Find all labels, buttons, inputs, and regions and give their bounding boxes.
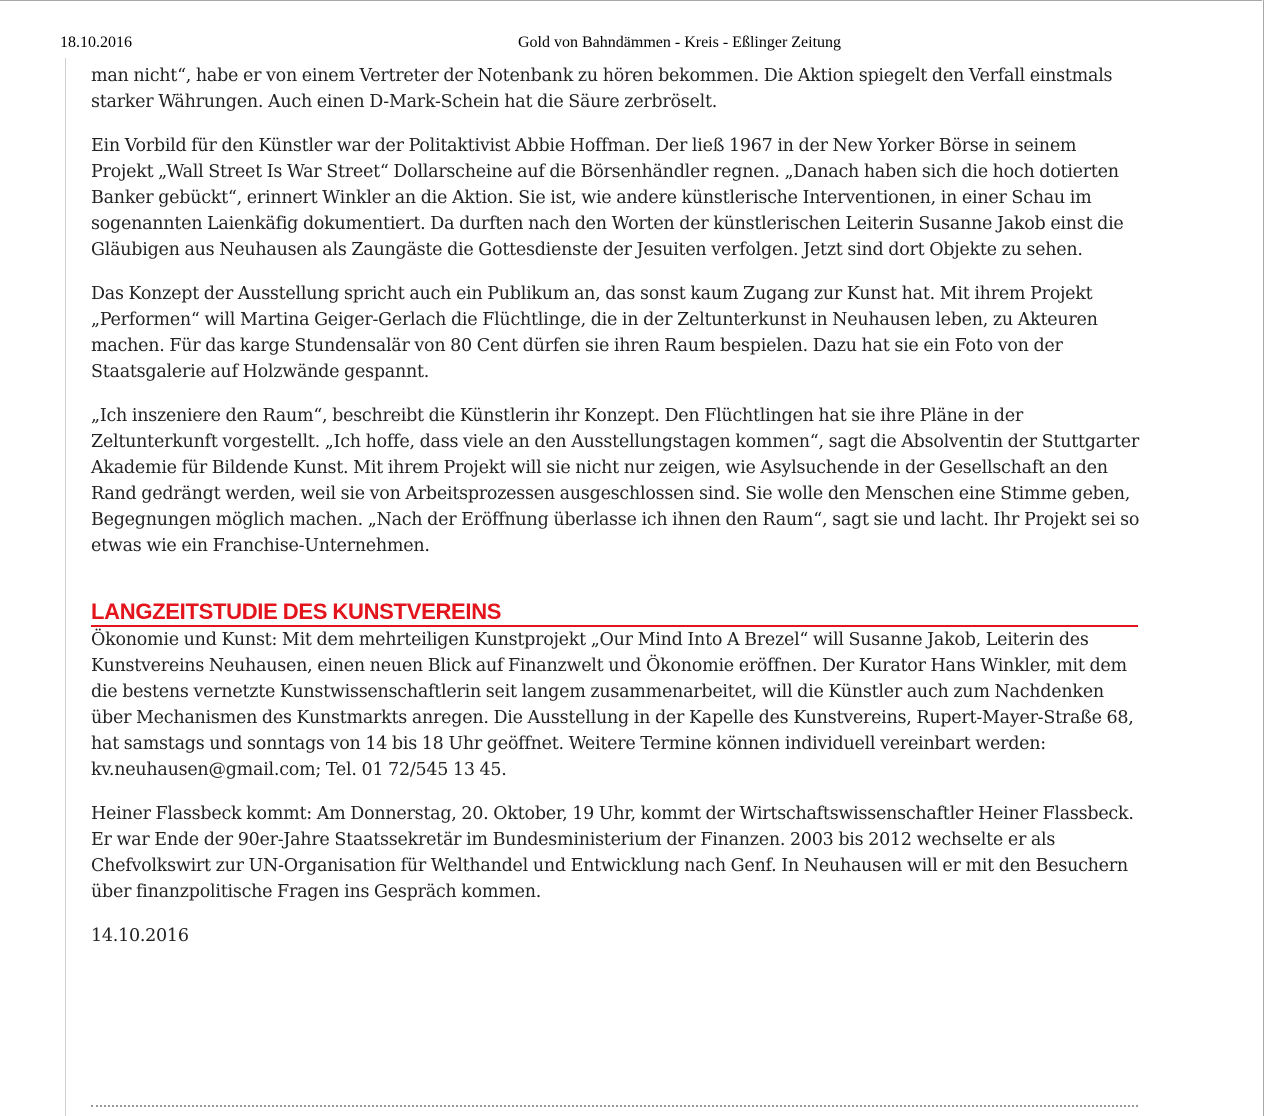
print-header — [0, 34, 1264, 56]
article-body — [91, 63, 1141, 967]
article-paragraph: Ökonomie und Kunst: Mit dem mehrteiligen Kunstprojekt „Our Mind Into A Brezel“ will Susanne Jakob, Leiterin des Kunstvereins Neuhausen, einen neuen Blick auf Finanzwelt und Ökonomie eröffnen. Der Kurator Hans Winkler, mit dem die bestens vernetzte Kunstwissenschaftlerin seit langem zusammenarbeitet, will die Künstler auch zum Nachdenken über Mechanismen des Kunstmarkts anregen. Die Ausstellung in der Kapelle des Kunstvereins, Rupert-Mayer-Straße 68, hat samstags und sonntags von 14 bis 18 Uhr geöffnet. Weitere Termine können individuell vereinbart werden: kv.neuhausen@gmail.com; Tel. 01 72/545 13 45. — [91, 630, 1134, 780]
print-header-date: 18.10.2016 — [60, 34, 132, 51]
article-paragraph: Heiner Flassbeck kommt: Am Donnerstag, 20. Oktober, 19 Uhr, kommt der Wirtschaftswissenschaftler Heiner Flassbeck. Er war Ende der 90er-Jahre Staatssekretär im Bundesministerium der Finanzen. 2003 bis 2012 wechselte er als Chefvolkswirt zur UN-Organisation für Welthandel und Entwicklung nach Genf. In Neuhausen will er mit den Besuchern über finanzpolitische Fragen ins Gespräch kommen. — [91, 804, 1134, 902]
section-heading: LANGZEITSTUDIE DES KUNSTVEREINS — [91, 599, 1138, 627]
window-top-border — [0, 0, 1262, 1]
article-paragraph: Das Konzept der Ausstellung spricht auch ein Publikum an, das sonst kaum Zugang zur Kunst hat. Mit ihrem Projekt „Performen“ will Martina Geiger-Gerlach die Flüchtlinge, die in der Zeltunterkunst in Neuhausen leben, zu Akteuren machen. Für das karge Stundensalär von 80 Cent dürfen sie ihren Raum bespielen. Dazu hat sie ein Foto von der Staatsgalerie auf Holzwände gespannt. — [91, 284, 1098, 382]
article-paragraph: man nicht“, habe er von einem Vertreter der Notenbank zu hören bekommen. Die Aktion spiegelt den Verfall einstmals starker Währungen. Auch einen D-Mark-Schein hat die Säure zerbröselt. — [91, 66, 1113, 112]
print-header-title: Gold von Bahndämmen - Kreis - Eßlinger Zeitung — [518, 34, 842, 51]
article-paragraph: „Ich inszeniere den Raum“, beschreibt die Künstlerin ihr Konzept. Den Flüchtlingen hat sie ihre Pläne in der Zeltunterkunft vorgestellt. „Ich hoffe, dass viele an den Ausstellungstagen kommen“, sagt die Absolventin der Stuttgarter Akademie für Bildende Kunst. Mit ihrem Projekt will sie nicht nur zeigen, wie Asylsuchende in der Gesellschaft an den Rand gedrängt werden, weil sie von Arbeitsprozessen ausgeschlossen sind. Sie wolle den Menschen eine Stimme geben, Begegnungen möglich machen. „Nach der Eröffnung überlasse ich ihnen den Raum“, sagt sie und lacht. Ihr Projekt sei so etwas wie ein Franchise-Unternehmen. — [91, 406, 1140, 556]
page-left-border — [65, 58, 66, 1116]
article-date: 14.10.2016 — [91, 926, 189, 946]
article-paragraph: Ein Vorbild für den Künstler war der Politaktivist Abbie Hoffman. Der ließ 1967 in der New Yorker Börse in seinem Projekt „Wall Street Is War Street“ Dollarscheine auf die Börsenhändler regnen. „Danach haben sich die hoch dotierten Banker gebückt“, erinnert Winkler an die Aktion. Sie ist, wie andere künstlerische Interventionen, in einer Schau im sogenannten Laienkäfig dokumentiert. Da durften nach den Worten der künstlerischen Leiterin Susanne Jakob einst die Gläubigen aus Neuhausen als Zaungäste die Gottesdienste der Jesuiten verfolgen. Jetzt sind dort Objekte zu sehen. — [91, 136, 1124, 260]
dotted-divider — [91, 1105, 1138, 1107]
